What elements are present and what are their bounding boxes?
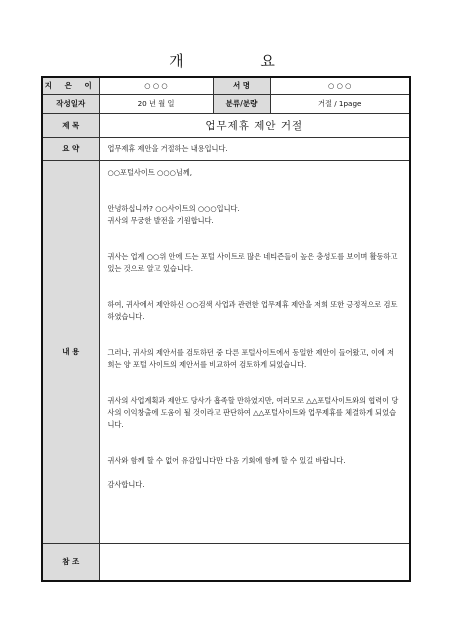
reference-row [42, 543, 410, 581]
subject-value: 업무제휴 제안 거절 [99, 113, 410, 137]
signature-label: 서 명 [213, 77, 270, 94]
subject-label: 제 목 [42, 113, 99, 137]
content-paragraph: 귀사와 함께 할 수 없어 유감입니다만 다음 기회에 함께 할 수 있길 바랍니다. [107, 455, 346, 465]
summary-value: 업무제휴 제안을 거절하는 내용입니다. [99, 137, 410, 160]
content-paragraph: 하여, 귀사에서 제안하신 ○○검색 사업과 관련한 업무제휴 제안을 저희 또한 긍정적으로 검토하였습니다. [107, 299, 398, 321]
author-row [42, 77, 410, 94]
content-paragraph: 그러나, 귀사의 제안서를 검토하던 중 다른 포털사이트에서 동일한 제안이 들어왔고, 이에 저희는 양 포털 사이트의 제안서를 비교하여 검토하게 되었습니다. [107, 347, 395, 369]
category-label: 분류/분량 [213, 94, 270, 113]
category-value: 거절 / 1page [270, 94, 410, 113]
summary-label: 요 약 [42, 137, 99, 160]
date-value: 20 년 월 일 [99, 94, 213, 113]
content-paragraph: 감사합니다. [107, 479, 145, 489]
content-paragraph: 귀사의 무궁한 발전을 기원합니다. [107, 215, 214, 225]
content-body [99, 160, 410, 543]
content-row [42, 160, 410, 543]
reference-value [99, 543, 410, 581]
signature-value: ○ ○ ○ [270, 77, 410, 94]
summary-row [42, 137, 410, 160]
overview-form-table [41, 76, 411, 582]
content-paragraph: 귀사는 업계 ○○위 안에 드는 포털 사이트로 많은 네티즌들이 높은 충성도를 보이며 활동하고 있는 것으로 알고 있습니다. [107, 251, 398, 273]
author-label: 지 은 이 [42, 77, 99, 94]
document-title: 개 요 [169, 52, 311, 70]
reference-label: 참 조 [42, 543, 99, 581]
content-label: 내 용 [42, 160, 99, 543]
content-paragraph: 안녕하십니까? ○○사이트의 ○○○입니다. [107, 203, 240, 213]
content-paragraph: 귀사의 사업계획과 제안도 당사가 흡족할 만하였지만, 여러모로 △△포털사이트와의 협력이 당사의 이익창출에 도움이 될 것이라고 판단하여 △△포털사이트와 업무제휴를 체결하게 되었습니다. [107, 395, 399, 429]
date-row [42, 94, 410, 113]
content-paragraph: ○○포털사이트 ○○○님께, [107, 167, 193, 177]
author-value: ○ ○ ○ [99, 77, 213, 94]
date-label: 작성일자 [42, 94, 99, 113]
subject-row [42, 113, 410, 137]
